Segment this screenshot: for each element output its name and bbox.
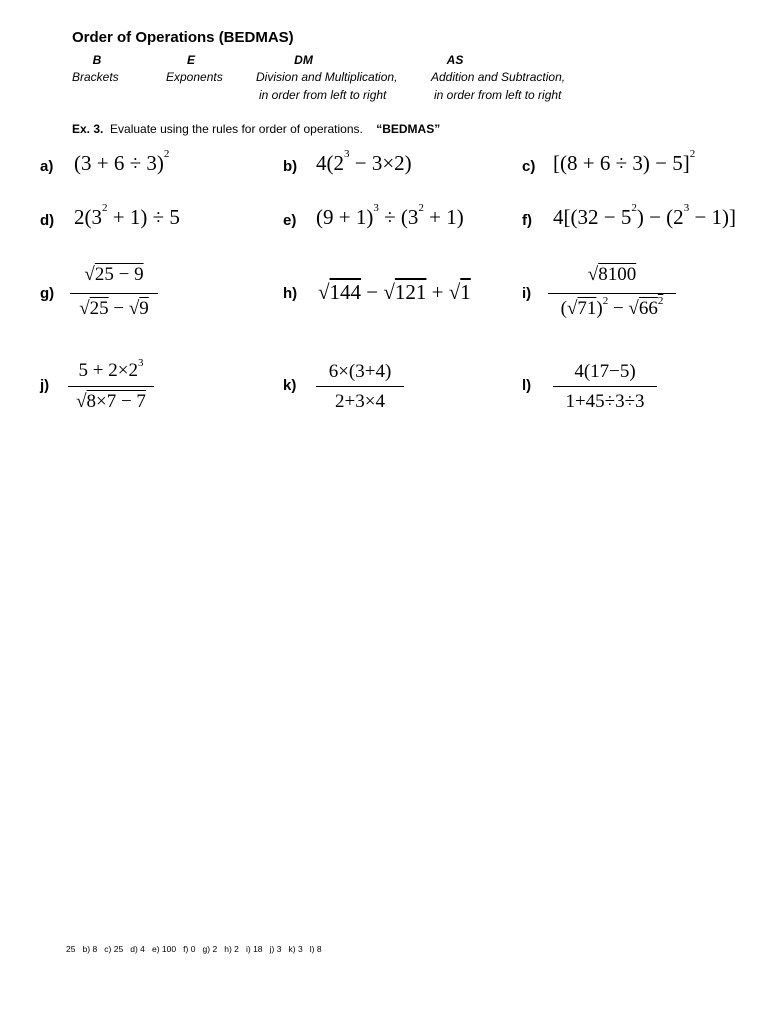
exercise-text: Evaluate using the rules for order of operations. — [110, 122, 363, 136]
legend-word-exponents: Exponents — [166, 70, 223, 84]
legend-word-brackets: Brackets — [72, 70, 119, 84]
problem-l-label: l) — [522, 377, 532, 394]
problem-a-expression: $(3 + 6 \div 3)^2$ — [74, 148, 170, 175]
problem-g-denominator: √25 − √9 — [79, 298, 149, 319]
problem-i-fraction-bar — [548, 293, 676, 294]
problem-g-numerator: √25 − 9 — [84, 264, 144, 285]
problem-b-expression: $4(2^3 - 3\times 2)$ — [316, 148, 412, 175]
problem-e-expression: $(9 + 1)^3 \div (3^2 + 1)$ — [316, 202, 464, 229]
exercise-instruction — [72, 122, 440, 136]
problem-d-label: d) — [40, 212, 55, 229]
page-title: Order of Operations (BEDMAS) — [72, 29, 294, 46]
legend-letter-dm: DM — [294, 53, 313, 67]
problem-l-fraction-bar — [553, 386, 657, 387]
problem-l-numerator: 4(17−5) — [574, 361, 636, 382]
problem-f-label: f) — [522, 212, 532, 229]
problem-h-expression: √144 − √121 + √1 — [318, 280, 471, 304]
problem-g-label: g) — [40, 285, 55, 302]
problem-g-fraction-bar — [70, 293, 158, 294]
problem-j-fraction-bar — [68, 386, 154, 387]
problem-k-label: k) — [283, 377, 297, 394]
problem-j-denominator: √8×7 − 7 — [76, 391, 146, 412]
legend-word-left-to-right-dm: in order from left to right — [259, 88, 387, 102]
problem-c-expression: $[(8 + 6 \div 3) - 5]^2$ — [553, 148, 696, 175]
problem-k-fraction-bar — [316, 386, 404, 387]
problem-i-label: i) — [522, 285, 532, 302]
problem-c-label: c) — [522, 158, 536, 175]
problem-k-numerator: 6×(3+4) — [328, 361, 392, 382]
legend-word-addition-subtraction: Addition and Subtraction, — [431, 70, 566, 84]
problem-b-label: b) — [283, 158, 298, 175]
legend-letter-e: E — [186, 53, 195, 67]
problem-d-expression: $2(3^2 + 1) \div 5$ — [74, 202, 180, 229]
problem-e-label: e) — [283, 212, 297, 229]
problem-h-label: h) — [283, 285, 298, 302]
exercise-number: Ex. 3. — [72, 122, 104, 136]
legend-word-division-multiplication: Division and Multiplication, — [256, 70, 398, 84]
problem-j-label: j) — [40, 377, 50, 394]
problem-f-expression: $4[(32 - 5^2) - (2^3 - 1)]$ — [553, 202, 737, 229]
legend-word-left-to-right-as: in order from left to right — [434, 88, 562, 102]
problem-k-denominator: 2+3×4 — [335, 391, 385, 412]
problem-a-label: a) — [40, 158, 54, 175]
problem-i-numerator: √8100 — [587, 264, 637, 285]
problem-j-numerator: $5 + 2\times 2^3$ — [78, 357, 144, 381]
problem-l-denominator: 1+45÷3÷3 — [565, 391, 645, 412]
legend-letter-as: AS — [446, 53, 464, 67]
problem-i-denominator: $(√71)^2 - √66^2$ — [560, 295, 664, 319]
legend-letter-b: B — [92, 53, 102, 67]
answer-key: 25 b) 8 c) 25 d) 4 e) 100 f) 0 g) 2 h) 2 i) 18 j) 3 k) 3 l) 8 — [66, 944, 322, 954]
exercise-emphasis: “BEDMAS” — [376, 122, 441, 136]
